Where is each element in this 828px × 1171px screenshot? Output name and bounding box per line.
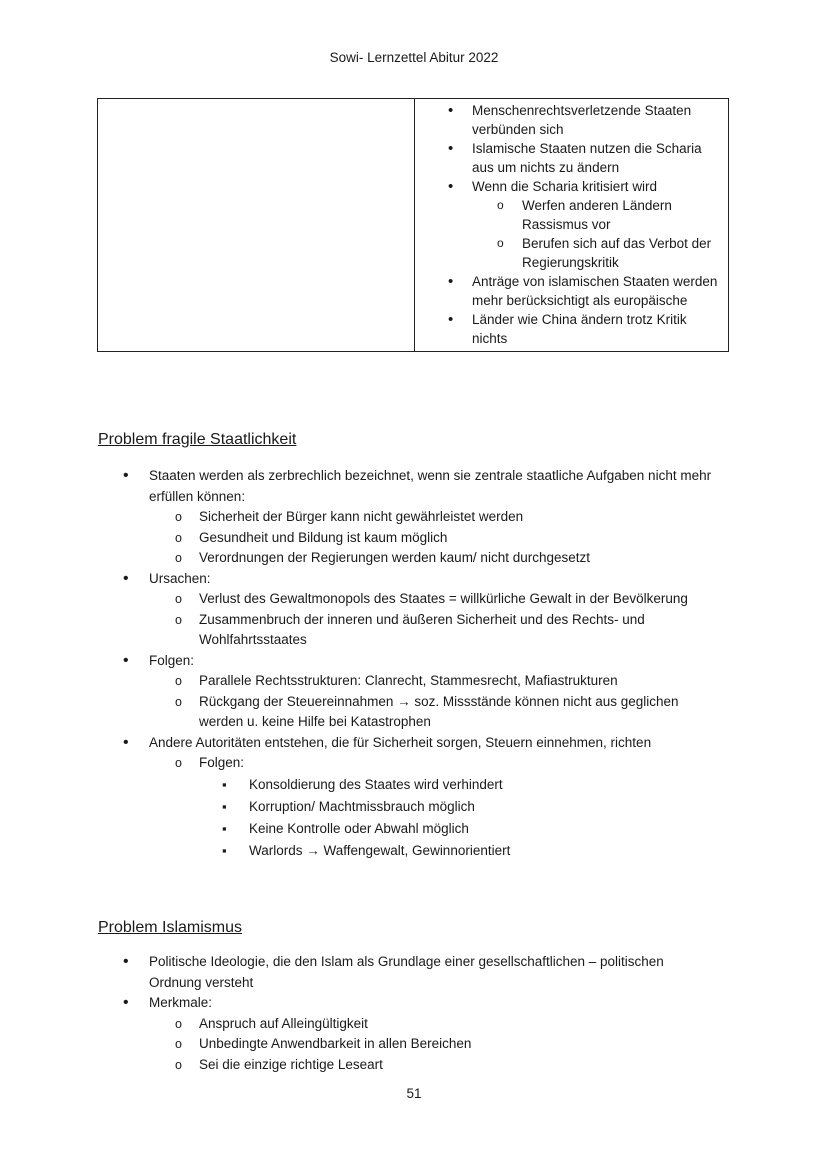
list-item: • Anträge von islamischen Staaten werden mehr berücksichtigt als europäische (415, 272, 720, 310)
section-heading-islamismus: Problem Islamismus (98, 919, 243, 936)
sub-list-item: o Sei die einzige richtige Leseart (0, 1055, 828, 1076)
sub-list-item: o Unbedingte Anwendbarkeit in allen Bereichen (0, 1034, 828, 1055)
notes-table (97, 98, 729, 352)
table-row (98, 99, 729, 352)
page-number: 51 (406, 1086, 422, 1101)
list-item: • Islamische Staaten nutzen die Scharia aus um nichts zu ändern (415, 139, 720, 177)
sub-list-item: o Gesundheit und Bildung ist kaum möglich (0, 528, 828, 549)
sub-list-item: o Folgen: (0, 753, 828, 774)
list-item: • Politische Ideologie, die den Islam als Grundlage einer gesellschaftlichen – politischen Ordnung versteht (0, 952, 828, 993)
sub-list-item: o Verordnungen der Regierungen werden kaum/ nicht durchgesetzt (0, 548, 828, 569)
list-item: • Folgen: (0, 651, 828, 672)
list-item (415, 177, 720, 272)
sub-list-item: o Berufen sich auf das Verbot der Regierungskritik (415, 234, 720, 272)
sub-list-item: o Rückgang der Steuereinnahmen → soz. Missstände können nicht aus geglichen werden u. keine Hilfe bei Katastrophen (0, 692, 828, 733)
sub-sub-list-item: ▪ Konsoldierung des Staates wird verhindert (0, 774, 828, 796)
sub-sub-list-item: ▪ Warlords → Waffengewalt, Gewinnorientiert (0, 840, 828, 862)
section-heading-fragile-staatlichkeit: Problem fragile Staatlichkeit (98, 431, 297, 448)
section-islamismus (0, 952, 828, 1075)
bullet-list (0, 466, 828, 862)
sub-sub-list-item: ▪ Korruption/ Machtmissbrauch möglich (0, 796, 828, 818)
list-item: • Staaten werden als zerbrechlich bezeichnet, wenn sie zentrale staatliche Aufgaben nicht mehr erfüllen können: (0, 466, 828, 507)
sub-list (472, 196, 720, 272)
sub-list-item: o Anspruch auf Alleingültigkeit (0, 1014, 828, 1035)
list-item-text: Wenn die Scharia kritisiert wird (472, 179, 658, 194)
table-cell-right (415, 99, 729, 352)
list-item: • Menschenrechtsverletzende Staaten verbünden sich (415, 101, 720, 139)
sub-sub-list-item: ▪ Keine Kontrolle oder Abwahl möglich (0, 818, 828, 840)
bullet-list (0, 952, 828, 1075)
bullet-list (415, 101, 720, 348)
sub-list-item: o Zusammenbruch der inneren und äußeren Sicherheit und des Rechts- und Wohlfahrtsstaates (0, 610, 828, 651)
list-item: • Merkmale: (0, 993, 828, 1014)
list-item: • Andere Autoritäten entstehen, die für Sicherheit sorgen, Steuern einnehmen, richten (0, 733, 828, 754)
sub-list-item: o Parallele Rechtsstrukturen: Clanrecht, Stammesrecht, Mafiastrukturen (0, 671, 828, 692)
sub-list-item: o Sicherheit der Bürger kann nicht gewährleistet werden (0, 507, 828, 528)
document-header-title: Sowi- Lernzettel Abitur 2022 (329, 50, 499, 65)
sub-list-item: o Verlust des Gewaltmonopols des Staates = willkürliche Gewalt in der Bevölkerung (0, 589, 828, 610)
sub-list-item: o Werfen anderen Ländern Rassismus vor (415, 196, 720, 234)
list-item: • Länder wie China ändern trotz Kritik nichts (415, 310, 720, 348)
list-item: • Ursachen: (0, 569, 828, 590)
table-cell-left-empty (98, 99, 415, 352)
section-fragile-staatlichkeit (0, 466, 828, 862)
